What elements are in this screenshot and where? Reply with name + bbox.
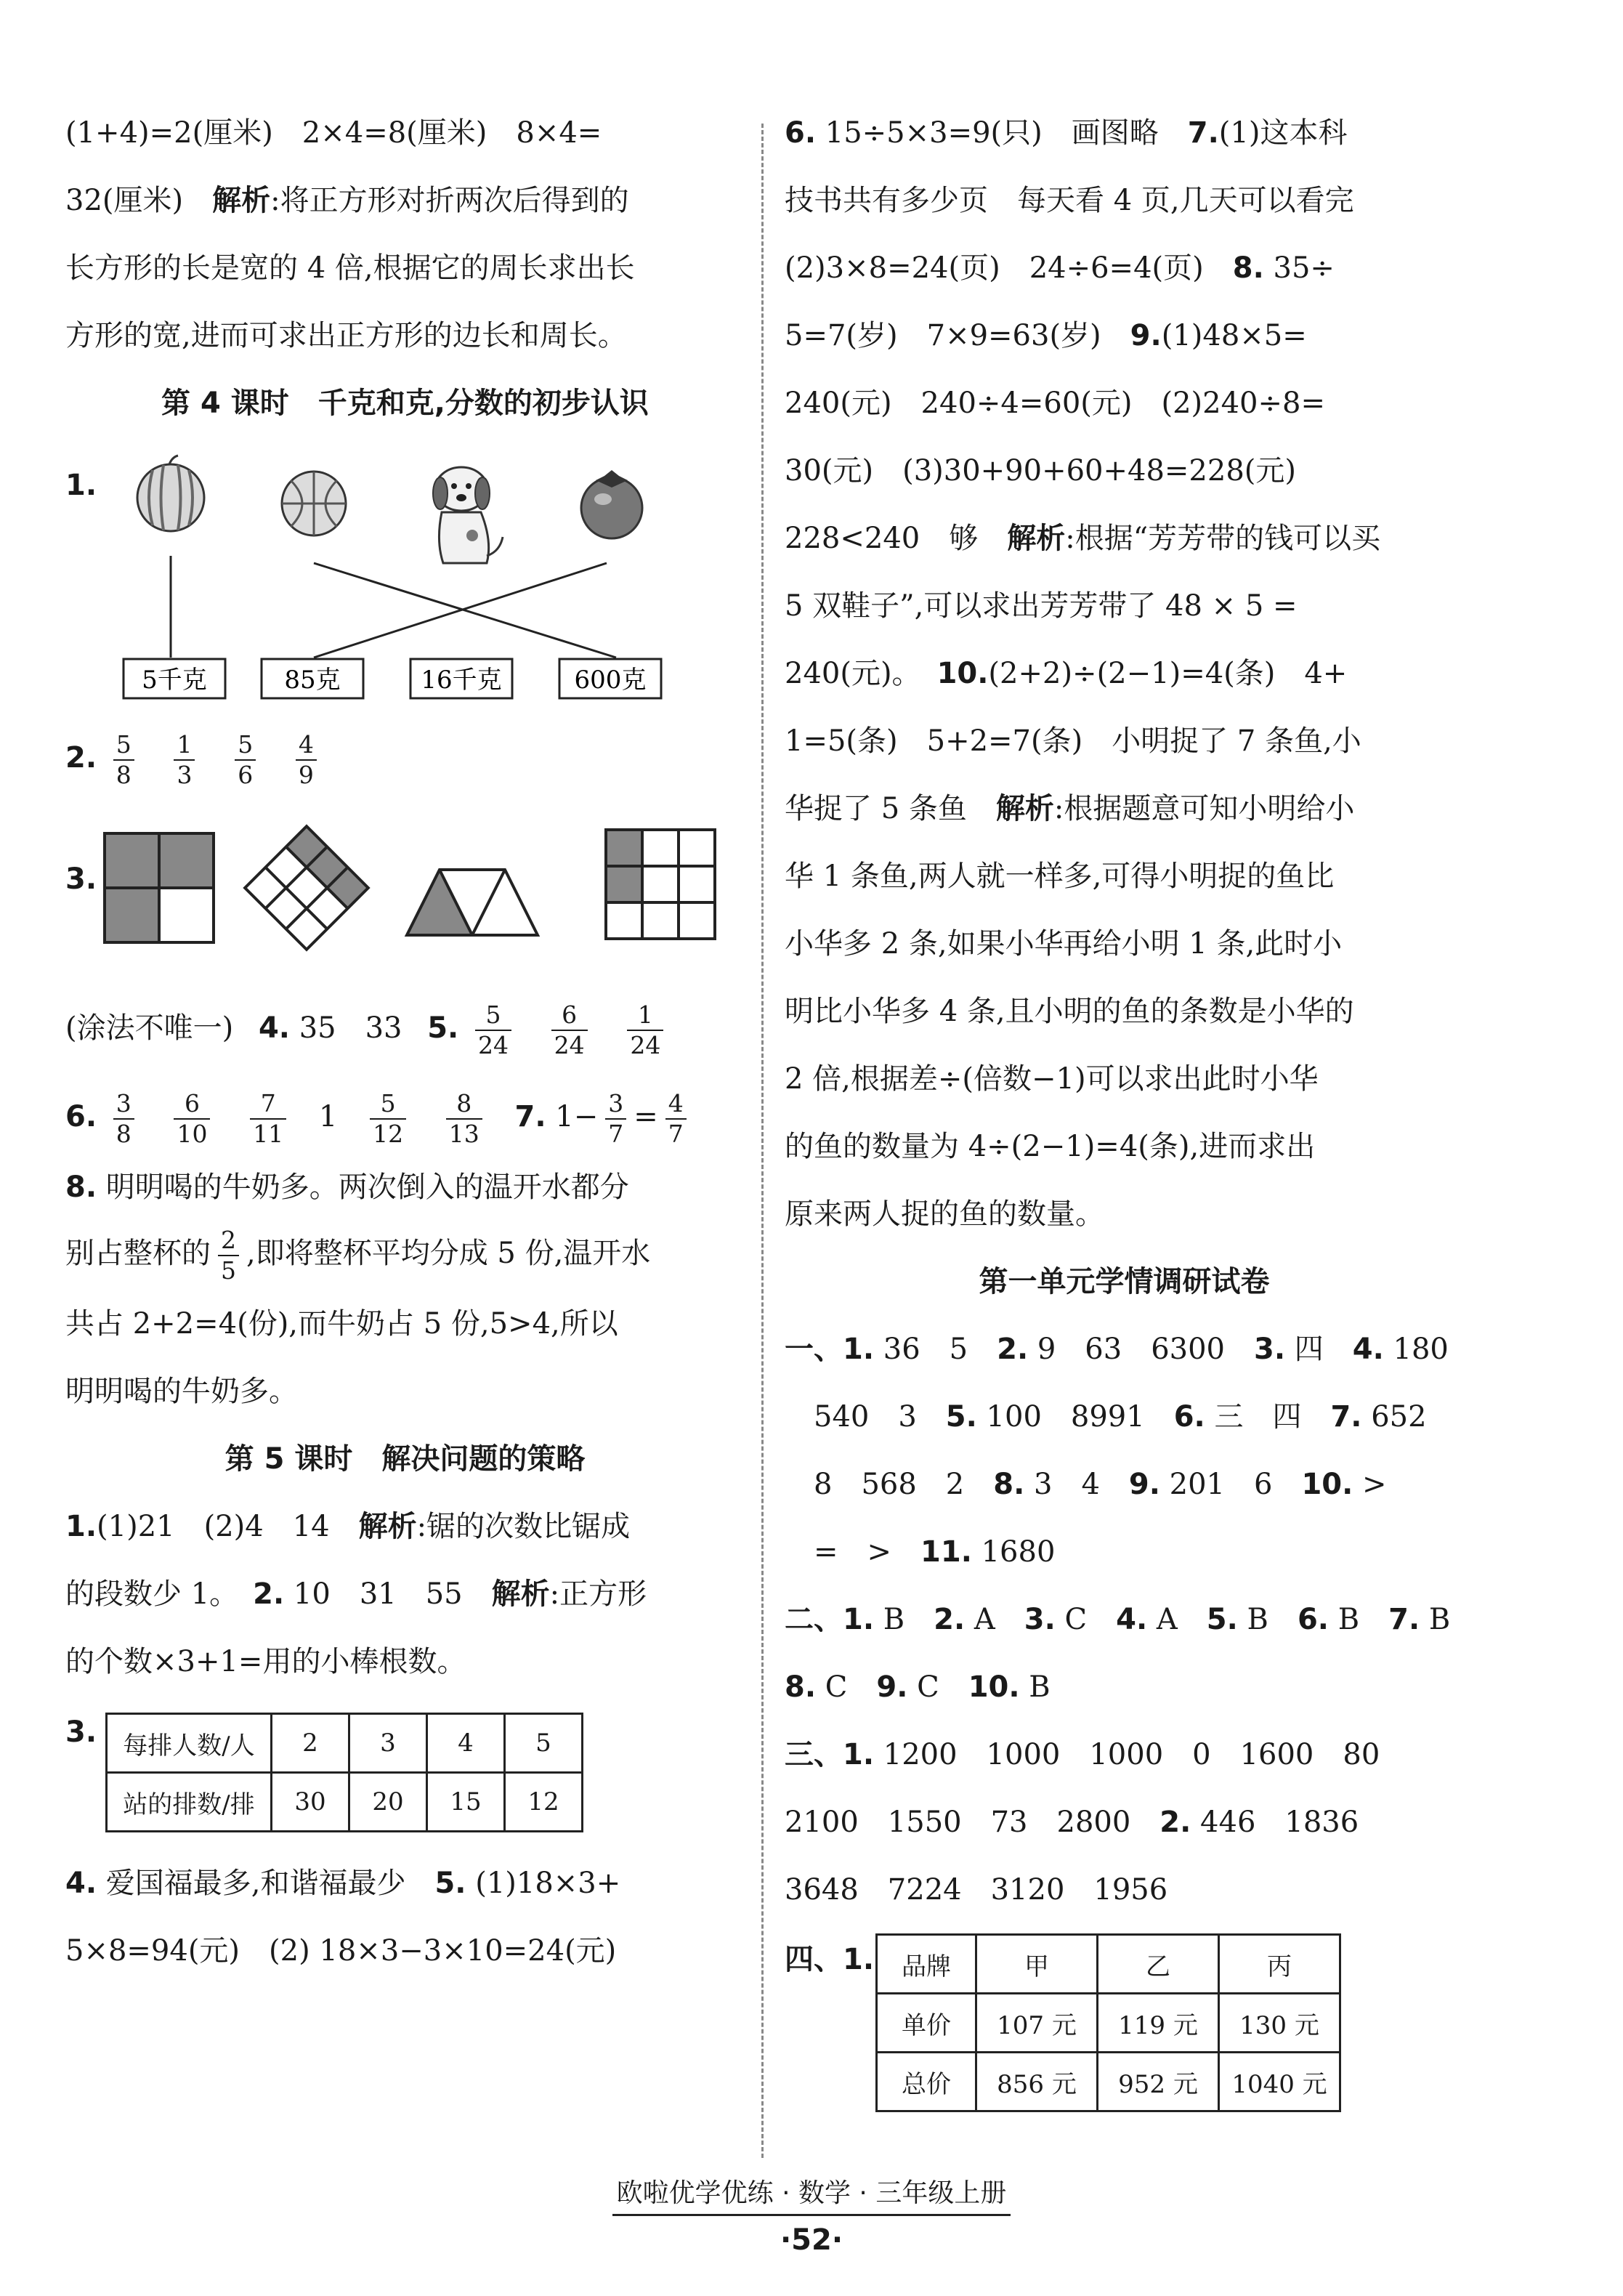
fraction: $\frac{4}{9}$ — [296, 730, 317, 790]
table-cell: 乙 — [1098, 1935, 1219, 1994]
table-cell: 每排人数/人 — [107, 1714, 272, 1773]
section-heading-unit-test: 第一单元学情调研试卷 — [979, 1265, 1270, 1298]
fraction: $\frac{5}{8}$ — [113, 730, 134, 790]
text-line: 228<240 够 解析:根据“芳芳带的钱可以买 — [785, 522, 1381, 555]
people-rows-table — [105, 1713, 583, 1832]
answer-box-label: 16千克 — [421, 666, 502, 695]
text-line: 明比小华多 4 条,且小明的鱼的条数是小华的 — [785, 995, 1354, 1028]
text-line: 原来两人捉的鱼的数量。 — [785, 1197, 1104, 1231]
shaded-diamond-3x3 — [245, 826, 368, 950]
table-cell: 107 元 — [976, 1994, 1098, 2053]
table-cell: 952 元 — [1098, 2053, 1219, 2111]
text-line: 1.(1)21 (2)4 14 解析:锯的次数比锯成 — [65, 1510, 631, 1543]
text-line: 240(元) 240÷4=60(元) (2)240÷8= — [785, 387, 1325, 420]
answer-box-label: 600克 — [574, 666, 647, 695]
text-line: 5×8=94(元) (2) 18×3−3×10=24(元) — [65, 1934, 617, 1968]
table-cell: 119 元 — [1098, 1994, 1219, 2053]
table-row — [877, 1994, 1340, 2053]
text-line: 方形的宽,进而可求出正方形的边长和周长。 — [65, 319, 627, 352]
text-line: 2 倍,根据差÷(倍数−1)可以求出此时小华 — [785, 1062, 1319, 1096]
puppy-icon — [433, 467, 503, 563]
answer-line: 8 568 2 8. 3 4 9. 201 6 10. > — [814, 1468, 1387, 1501]
text-line: 华捉了 5 条鱼 解析:根据题意可知小明给小 — [785, 792, 1355, 825]
text-line: 明明喝的牛奶多。 — [65, 1375, 298, 1408]
table-row — [107, 1714, 583, 1773]
fraction: $\frac{5}{6}$ — [235, 730, 256, 790]
column-divider — [761, 124, 764, 2158]
table-row — [107, 1773, 583, 1832]
question-number: 四、1. — [785, 1943, 875, 1976]
matching-figure — [94, 454, 748, 701]
fractions-question: 2. $\frac{5}{8}$ $\frac{1}{3}$ $\frac{5}{6}$ $\frac{4}{9}$ — [65, 730, 745, 790]
tomato-icon — [581, 470, 642, 538]
fraction: $\frac{4}{7}$ — [665, 1089, 687, 1149]
table-row — [877, 2053, 1340, 2111]
shaded-shapes-figure — [94, 812, 748, 979]
fraction: $\frac{5}{24}$ — [475, 1001, 511, 1060]
question-number: 1. — [65, 469, 97, 502]
section-heading-lesson-4: 第 4 课时 千克和克,分数的初步认识 — [161, 387, 649, 420]
text-line: 32(厘米) 解析:将正方形对折两次后得到的 — [65, 184, 629, 217]
text-line: 1=5(条) 5+2=7(条) 小明捉了 7 条鱼,小 — [785, 724, 1361, 758]
answer-line: 3648 7224 3120 1956 — [785, 1873, 1168, 1907]
answer-box-label: 5千克 — [142, 666, 207, 695]
table-cell: 品牌 — [877, 1935, 976, 1994]
page-footer — [0, 2172, 1623, 2257]
fraction: $\frac{1}{24}$ — [627, 1001, 663, 1060]
text-line: 4. 爱国福最多,和谐福最少 5. (1)18×3+ — [65, 1867, 621, 1900]
text-line: (1+4)=2(厘米) 2×4=8(厘米) 8×4= — [65, 116, 602, 150]
shaded-square-2x2 — [105, 833, 214, 942]
text-line: 的段数少 1。 2. 10 31 55 解析:正方形 — [65, 1577, 647, 1611]
text-line: 5=7(岁) 7×9=63(岁) 9.(1)48×5= — [785, 319, 1307, 352]
text-line: 华 1 条鱼,两人就一样多,可得小明捉的鱼比 — [785, 860, 1335, 893]
price-table-block — [785, 1933, 1464, 2112]
question-number: 3. — [65, 862, 97, 896]
book-title: 欧啦优学优练 · 数学 · 三年级上册 — [612, 2172, 1011, 2216]
text-line: 长方形的长是宽的 4 倍,根据它的周长求出长 — [65, 251, 635, 285]
watermelon-icon — [137, 456, 204, 531]
answer-line: 6. $\frac{3}{8}$ $\frac{6}{10}$ $\frac{7}{11}$ 1 $\frac{5}{12}$ $\frac{8}{13}$ 7. 1− $\frac{3}{7}$ = $\frac{4}{7}$ — [65, 1089, 745, 1149]
right-column — [785, 116, 1464, 2146]
text-line: 8. 明明喝的牛奶多。两次倒入的温开水都分 — [65, 1171, 629, 1204]
text-line: 小华多 2 条,如果小华再给小明 1 条,此时小 — [785, 927, 1343, 961]
text-line: 30(元) (3)30+90+60+48=228(元) — [785, 454, 1296, 488]
table-cell: 丙 — [1219, 1935, 1340, 1994]
page-number: ·52· — [780, 2223, 843, 2257]
text-line: 共占 2+2=4(份),而牛奶占 5 份,5>4,所以 — [65, 1307, 618, 1341]
answer-line: = > 11. 1680 — [814, 1535, 1056, 1569]
text-line: (2)3×8=24(页) 24÷6=4(页) 8. 35÷ — [785, 251, 1335, 285]
table-cell: 12 — [505, 1773, 583, 1832]
table-cell: 5 — [505, 1714, 583, 1773]
fraction: $\frac{3}{7}$ — [605, 1089, 626, 1149]
fraction: $\frac{1}{3}$ — [174, 730, 195, 790]
table-cell: 总价 — [877, 2053, 976, 2111]
answer-line: (涂法不唯一) 4. 35 33 5. $\frac{5}{24}$ $\frac{6}{24}$ $\frac{1}{24}$ — [65, 1001, 745, 1060]
matching-question — [65, 454, 745, 701]
table-cell: 856 元 — [976, 2053, 1098, 2111]
table-cell: 30 — [272, 1773, 349, 1832]
answer-box-label: 85克 — [284, 666, 341, 695]
table-cell: 15 — [427, 1773, 505, 1832]
table-row — [877, 1935, 1340, 1994]
answer-line: 540 3 5. 100 8991 6. 三 四 7. 652 — [814, 1400, 1427, 1434]
basketball-icon — [282, 472, 346, 535]
text-line: 技书共有多少页 每天看 4 页,几天可以看完 — [785, 184, 1354, 217]
answer-line: 二、1. B 2. A 3. C 4. A 5. B 6. B 7. B — [785, 1603, 1451, 1636]
fraction: $\frac{6}{10}$ — [174, 1089, 210, 1149]
price-table — [875, 1933, 1341, 2112]
shaded-square-3x3 — [606, 830, 715, 939]
table-cell: 站的排数/排 — [107, 1773, 272, 1832]
table-cell: 130 元 — [1219, 1994, 1340, 2053]
table-cell: 20 — [349, 1773, 427, 1832]
text-line: 的鱼的数量为 4÷(2−1)=4(条),进而求出 — [785, 1130, 1316, 1163]
shaded-trapezoid-triangles — [407, 870, 538, 935]
table-cell: 2 — [272, 1714, 349, 1773]
fraction: $\frac{3}{8}$ — [113, 1089, 134, 1149]
text-line: 240(元)。 10.(2+2)÷(2−1)=4(条) 4+ — [785, 657, 1348, 690]
shading-question — [65, 812, 745, 979]
table-cell: 4 — [427, 1714, 505, 1773]
fraction: $\frac{6}{24}$ — [551, 1001, 588, 1060]
fraction: $\frac{2}{5}$ — [218, 1226, 239, 1285]
left-column — [65, 116, 745, 2002]
answer-line: 三、1. 1200 1000 1000 0 1600 80 — [785, 1738, 1380, 1771]
fraction: $\frac{7}{11}$ — [250, 1089, 286, 1149]
question-number: 3. — [65, 1715, 97, 1749]
text-line: 的个数×3+1=用的小棒根数。 — [65, 1645, 466, 1678]
section-heading-lesson-5: 第 5 课时 解决问题的策略 — [224, 1442, 586, 1476]
text-line: 别占整杯的 $\frac{2}{5}$ ,即将整杯平均分成 5 份,温开水 — [65, 1226, 651, 1285]
table-cell: 单价 — [877, 1994, 976, 2053]
table-cell: 3 — [349, 1714, 427, 1773]
fraction: $\frac{8}{13}$ — [446, 1089, 482, 1149]
table-cell: 甲 — [976, 1935, 1098, 1994]
people-rows-table-block — [65, 1713, 745, 1832]
text-line: 5 双鞋子”,可以求出芳芳带了 48 × 5 = — [785, 589, 1298, 623]
text-line: 6. 15÷5×3=9(只) 画图略 7.(1)这本科 — [785, 116, 1348, 150]
fraction: $\frac{5}{12}$ — [370, 1089, 406, 1149]
table-cell: 1040 元 — [1219, 2053, 1340, 2111]
answer-line: 一、1. 36 5 2. 9 63 6300 3. 四 4. 180 — [785, 1333, 1449, 1366]
answer-line: 8. C 9. C 10. B — [785, 1670, 1051, 1704]
answer-line: 2100 1550 73 2800 2. 446 1836 — [785, 1806, 1359, 1839]
